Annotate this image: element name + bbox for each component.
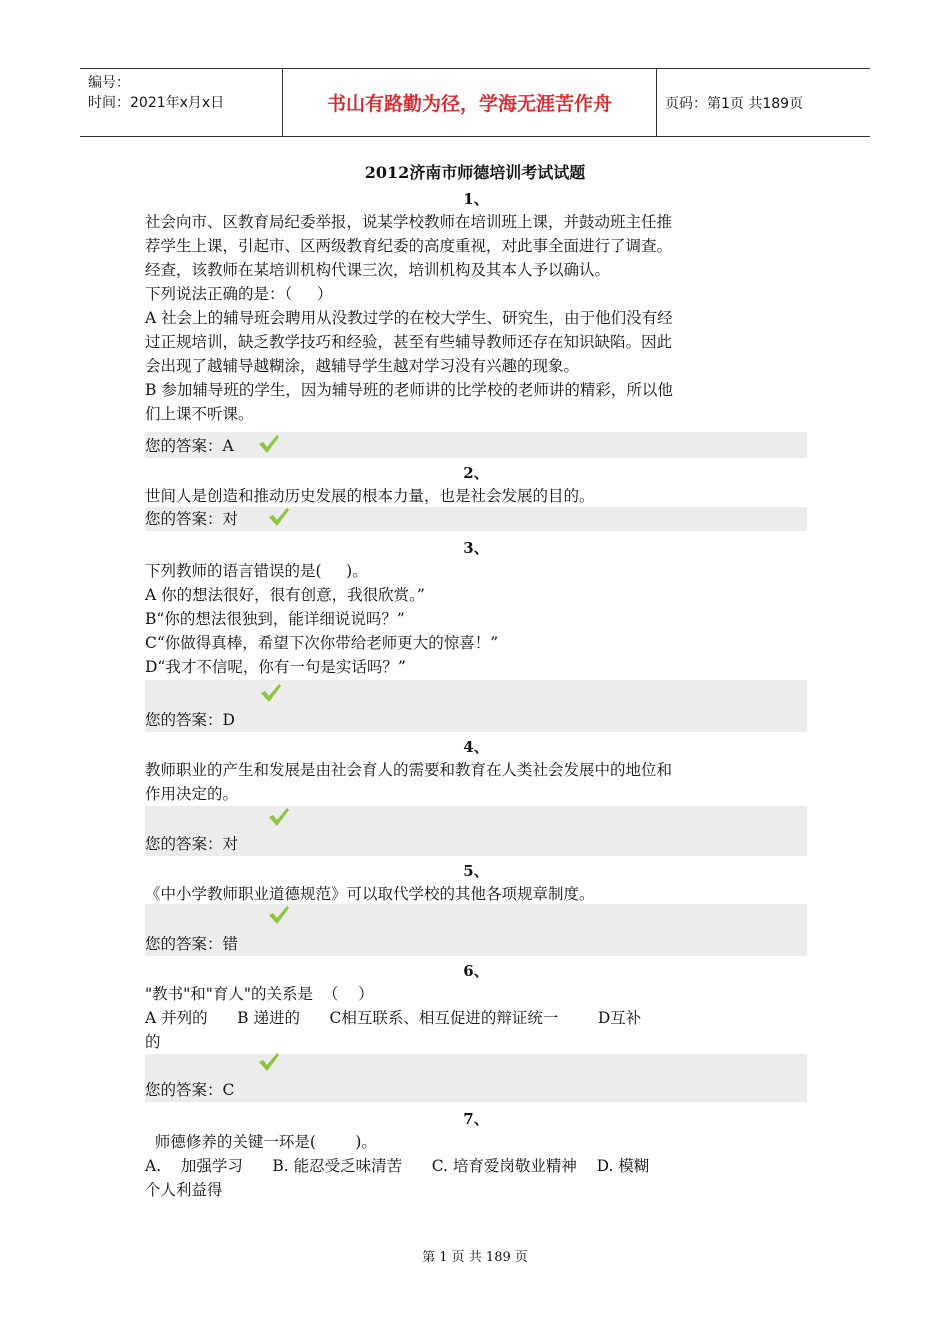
question-text-line: A 社会上的辅导班会聘用从没教过学的在校大学生、研究生，由于他们没有经 <box>145 309 673 327</box>
answer-text: 您的答案：对 <box>145 510 239 528</box>
page-footer: 第 1 页 共 189 页 <box>422 1250 528 1265</box>
header-meta-cell <box>80 69 283 136</box>
question-text-line: 下列说法正确的是：（ ） <box>145 285 333 303</box>
question-text-line: 荐学生上课，引起市、区两级教育纪委的高度重视，对此事全面进行了调查。 <box>145 237 673 255</box>
answer-row <box>145 432 807 458</box>
header-table <box>80 68 870 137</box>
answer-text: 您的答案：错 <box>145 935 239 953</box>
motto-cell <box>283 69 657 136</box>
answer-row <box>145 904 807 956</box>
question-text-line: 过正规培训，缺乏教学技巧和经验，甚至有些辅导教师还存在知识缺陷。因此 <box>145 333 673 351</box>
question-number: 7、 <box>463 1110 489 1128</box>
question-text-line: 作用决定的。 <box>145 785 239 803</box>
answer-text: 您的答案：D <box>145 711 235 729</box>
question-text-line: 世间人是创造和推动历史发展的根本力量，也是社会发展的目的。 <box>145 487 595 505</box>
check-icon <box>258 1052 280 1072</box>
check-icon <box>268 507 290 527</box>
question-text-line: 社会向市、区教育局纪委举报，说某学校教师在培训班上课，并鼓动班主任推 <box>145 213 673 231</box>
question-number: 2、 <box>463 464 489 482</box>
question-number: 6、 <box>463 962 489 980</box>
question-number: 4、 <box>463 738 489 756</box>
motto: 书山有路勤为径，学海无涯苦作舟 <box>326 93 612 115</box>
check-icon <box>260 683 282 703</box>
question-text-line: C“你做得真棒，希望下次你带给老师更大的惊喜！” <box>145 634 499 652</box>
time-label: 时间：2021年x月x日 <box>88 95 225 111</box>
question-text-line: 下列教师的语言错误的是( )。 <box>145 562 368 580</box>
question-text-line: 经查，该教师在某培训机构代课三次，培训机构及其本人予以确认。 <box>145 261 611 279</box>
question-text-line: 《中小学教师职业道德规范》可以取代学校的其他各项规章制度。 <box>145 885 595 903</box>
check-icon <box>258 434 280 454</box>
question-text-line: 们上课不听课。 <box>145 405 254 423</box>
question-text-line: 师德修养的关键一环是( )。 <box>145 1133 377 1151</box>
check-icon <box>268 905 290 925</box>
question-text-line: B“你的想法很独到，能详细说说吗？” <box>145 610 405 628</box>
question-number: 1、 <box>463 190 489 208</box>
question-text-line: D“我才不信呢，你有一句是实话吗？” <box>145 658 406 676</box>
answer-row <box>145 507 807 531</box>
question-number: 5、 <box>463 862 489 880</box>
question-text-line: 的 <box>145 1033 161 1051</box>
answer-row <box>145 806 807 856</box>
check-icon <box>268 807 290 827</box>
page-cell <box>657 69 870 136</box>
question-text-line: 会出现了越辅导越糊涂，越辅导学生越对学习没有兴趣的现象。 <box>145 357 580 375</box>
answer-text: 您的答案：C <box>145 1081 235 1099</box>
question-text-line: 教师职业的产生和发展是由社会育人的需要和教育在人类社会发展中的地位和 <box>145 761 673 779</box>
question-text-line: A 并列的 B 递进的 C相互联系、相互促进的辩证统一 D互补 <box>145 1009 642 1027</box>
number-label: 编号： <box>88 75 130 91</box>
page-title: 2012济南市师德培训考试试题 <box>364 163 586 182</box>
question-text-line: B 参加辅导班的学生，因为辅导班的老师讲的比学校的老师讲的精彩，所以他 <box>145 381 673 399</box>
question-text-line: A. 加强学习 B. 能忍受乏味清苦 C. 培育爱岗敬业精神 D. 模糊 <box>145 1157 650 1175</box>
answer-row <box>145 680 807 732</box>
answer-text: 您的答案：对 <box>145 835 239 853</box>
question-number: 3、 <box>463 539 489 557</box>
question-text-line: "教书"和"育人"的关系是 （ ） <box>145 985 374 1003</box>
answer-text: 您的答案：A <box>145 437 234 455</box>
page-label: 页码：第1页 共189页 <box>665 95 804 112</box>
question-text-line: A 你的想法很好，很有创意，我很欣赏。” <box>145 586 425 604</box>
answer-row <box>145 1054 807 1102</box>
question-text-line: 个人利益得 <box>145 1181 223 1199</box>
